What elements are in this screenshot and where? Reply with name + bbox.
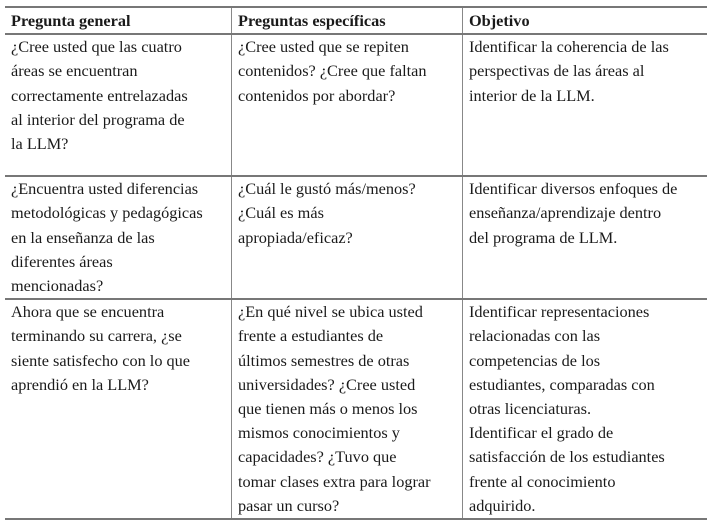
cell-pregunta-general: ¿Encuentra usted diferencias metodológicas y pedagógicas en la enseñanza de las diferentes áreas mencionadas? xyxy=(5,176,232,299)
cell-objetivo: Identificar diversos enfoques de enseñanza/aprendizaje dentro del programa de LLM. xyxy=(463,176,708,299)
table-row xyxy=(5,34,707,176)
table-row xyxy=(5,176,707,299)
header-row xyxy=(5,7,707,34)
header-objetivo: Objetivo xyxy=(463,7,708,34)
header-preguntas-especificas: Preguntas específicas xyxy=(232,7,463,34)
questions-table xyxy=(5,6,707,520)
cell-objetivo: Identificar la coherencia de las perspectivas de las áreas al interior de la LLM. xyxy=(463,34,708,176)
header-pregunta-general: Pregunta general xyxy=(5,7,232,34)
table-row xyxy=(5,299,707,519)
cell-preguntas-especificas: ¿En qué nivel se ubica usted frente a estudiantes de últimos semestres de otras universidades? ¿Cree usted que tienen más o menos los mismos conocimientos y capacidades? ¿Tuvo que tomar clases extra para lograr pasar un curso? xyxy=(232,299,463,519)
cell-pregunta-general: ¿Cree usted que las cuatro áreas se encuentran correctamente entrelazadas al interior del programa de la LLM? xyxy=(5,34,232,176)
cell-pregunta-general: Ahora que se encuentra terminando su carrera, ¿se siente satisfecho con lo que aprendió en la LLM? xyxy=(5,299,232,519)
cell-preguntas-especificas: ¿Cuál le gustó más/menos? ¿Cuál es más apropiada/eficaz? xyxy=(232,176,463,299)
cell-objetivo: Identificar representaciones relacionadas con las competencias de los estudiantes, comparadas con otras licenciaturas. Identificar el grado de satisfacción de los estudiantes frente al conocimiento adquirido. xyxy=(463,299,708,519)
cell-preguntas-especificas: ¿Cree usted que se repiten contenidos? ¿Cree que faltan contenidos por abordar? xyxy=(232,34,463,176)
